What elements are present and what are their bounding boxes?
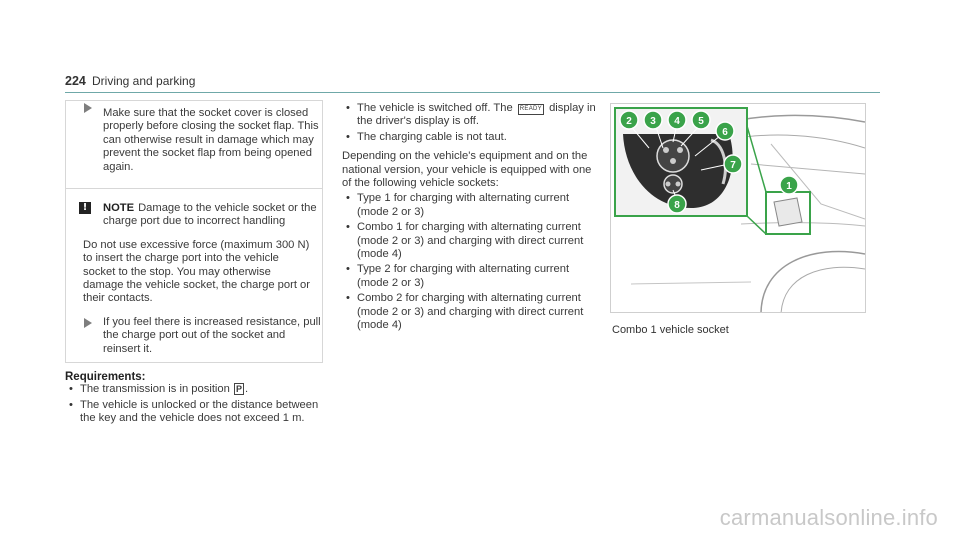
middle-column [342, 102, 602, 335]
left-column [65, 100, 323, 427]
step-socket-cover [66, 101, 322, 174]
ready-indicator-icon: READY [518, 104, 544, 115]
bullet1-text: The vehicle is switched off. The [357, 102, 513, 114]
callout-label: 3 [650, 116, 656, 127]
requirements-list [65, 383, 323, 425]
page-header [65, 72, 880, 93]
callout-label: 4 [674, 116, 680, 127]
step-text: If you feel there is increased resistance, pull the charge port out of the socket and reinsert it. [103, 315, 321, 355]
callout-label: 1 [786, 181, 792, 192]
callout-label: 5 [698, 116, 704, 127]
list-item: • Type 1 for charging with alternating current (mode 2 or 3) [342, 192, 602, 219]
bullet1-text-end: display in the driver's display is off. [357, 102, 596, 128]
warning-icon: ! [79, 202, 91, 214]
list-item [65, 383, 323, 396]
conditions-list [342, 102, 602, 144]
req1-text: The transmission is in position [80, 383, 230, 396]
step-reinsert [66, 306, 322, 362]
note-body: Do not use excessive force (maximum 300 N) to insert the charge port into the vehicle socket to the stop. You may otherwise damage the vehicle socket, the charge port or their contacts. [83, 238, 310, 305]
list-item: • Combo 1 for charging with alternating current (mode 2 or 3) and charging with direct current (mode 4) [342, 221, 602, 261]
note-label: NOTE [103, 202, 135, 215]
step-arrow-icon [84, 318, 92, 328]
callout-label: 8 [674, 200, 680, 211]
socket-types-list [342, 192, 602, 332]
list-item: • The vehicle is unlocked or the distance between the key and the vehicle does not exceed 1 m. [65, 399, 323, 426]
socket-figure [610, 103, 866, 313]
note-heading [66, 188, 322, 229]
requirements-label: Requirements: [65, 371, 146, 384]
step-arrow-icon [84, 103, 92, 113]
figure-caption: Combo 1 vehicle socket [612, 324, 729, 336]
callout-label: 6 [722, 127, 728, 138]
req1-end: . [244, 383, 249, 396]
instruction-box [65, 100, 323, 363]
step-text: Make sure that the socket cover is closed properly before closing the socket flap. This can otherwise result in damage which may prevent the socket flap from being opened again. [103, 107, 319, 173]
callout-label: 2 [626, 116, 632, 127]
note-heading-text: Damage to the vehicle socket or the charge port due to incorrect handling [103, 202, 317, 228]
callout-label: 7 [730, 160, 736, 171]
watermark: carmanualsonline.info [719, 505, 938, 530]
vehicle-socket-illustration [611, 104, 865, 312]
list-item: • The charging cable is not taut. [342, 131, 602, 144]
section-title: Driving and parking [92, 74, 196, 88]
park-position-icon: P [235, 384, 242, 395]
list-item: • Combo 2 for charging with alternating current (mode 2 or 3) and charging with direct current (mode 4) [342, 292, 602, 332]
list-item: • Type 2 for charging with alternating current (mode 2 or 3) [342, 263, 602, 290]
list-item [342, 102, 602, 129]
socket-intro-paragraph: Depending on the vehicle's equipment and on the national version, your vehicle is equipped with one of the following vehicle sockets: [342, 150, 592, 190]
page-number: 224 [65, 74, 86, 88]
